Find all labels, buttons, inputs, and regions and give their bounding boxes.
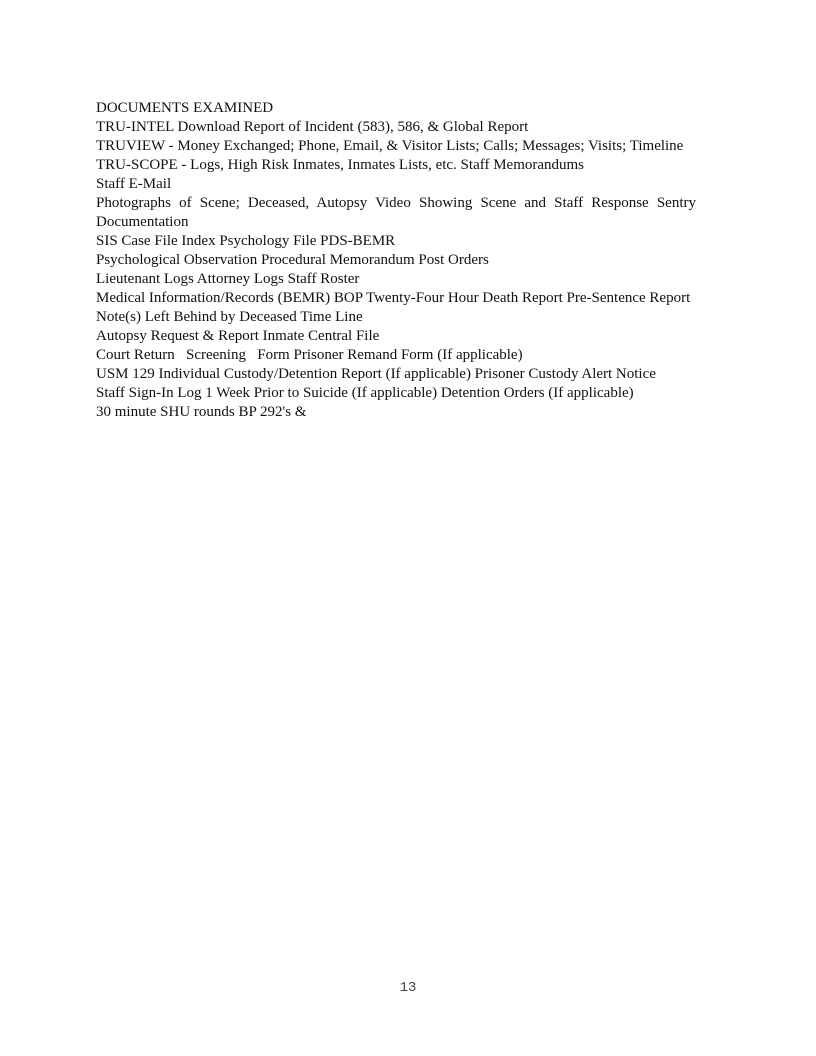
- document-line: Psychological Observation Procedural Memorandum Post Orders: [96, 252, 489, 268]
- section-heading: DOCUMENTS EXAMINED: [96, 100, 274, 116]
- document-line: Lieutenant Logs Attorney Logs Staff Roster: [96, 271, 360, 287]
- document-line: 30 minute SHU rounds BP 292's &: [96, 404, 307, 420]
- page-number: 13: [399, 980, 417, 996]
- document-line: Staff Sign-In Log 1 Week Prior to Suicide (If applicable) Detention Orders (If applicable): [96, 385, 634, 401]
- document-line: TRU-SCOPE - Logs, High Risk Inmates, Inmates Lists, etc. Staff Memorandums: [96, 157, 585, 173]
- document-line: Staff E-Mail: [96, 176, 172, 192]
- document-line: Autopsy Request & Report Inmate Central File: [96, 328, 380, 344]
- document-line: SIS Case File Index Psychology File PDS-BEMR: [96, 233, 396, 249]
- document-line: TRU-INTEL Download Report of Incident (583), 586, & Global Report: [96, 119, 529, 135]
- document-body: [96, 99, 696, 422]
- document-line: Note(s) Left Behind by Deceased Time Line: [96, 309, 363, 325]
- document-line: Medical Information/Records (BEMR) BOP Twenty-Four Hour Death Report Pre-Sentence Report: [96, 290, 691, 306]
- document-line: Court Return Screening Form Prisoner Remand Form (If applicable): [96, 347, 523, 363]
- document-line: TRUVIEW - Money Exchanged; Phone, Email, & Visitor Lists; Calls; Messages; Visits; Timeline: [96, 138, 684, 154]
- document-line: Photographs of Scene; Deceased, Autopsy Video Showing Scene and Staff Response Sentry Documentation: [96, 195, 696, 230]
- document-line: USM 129 Individual Custody/Detention Report (If applicable) Prisoner Custody Alert Notice: [96, 366, 656, 382]
